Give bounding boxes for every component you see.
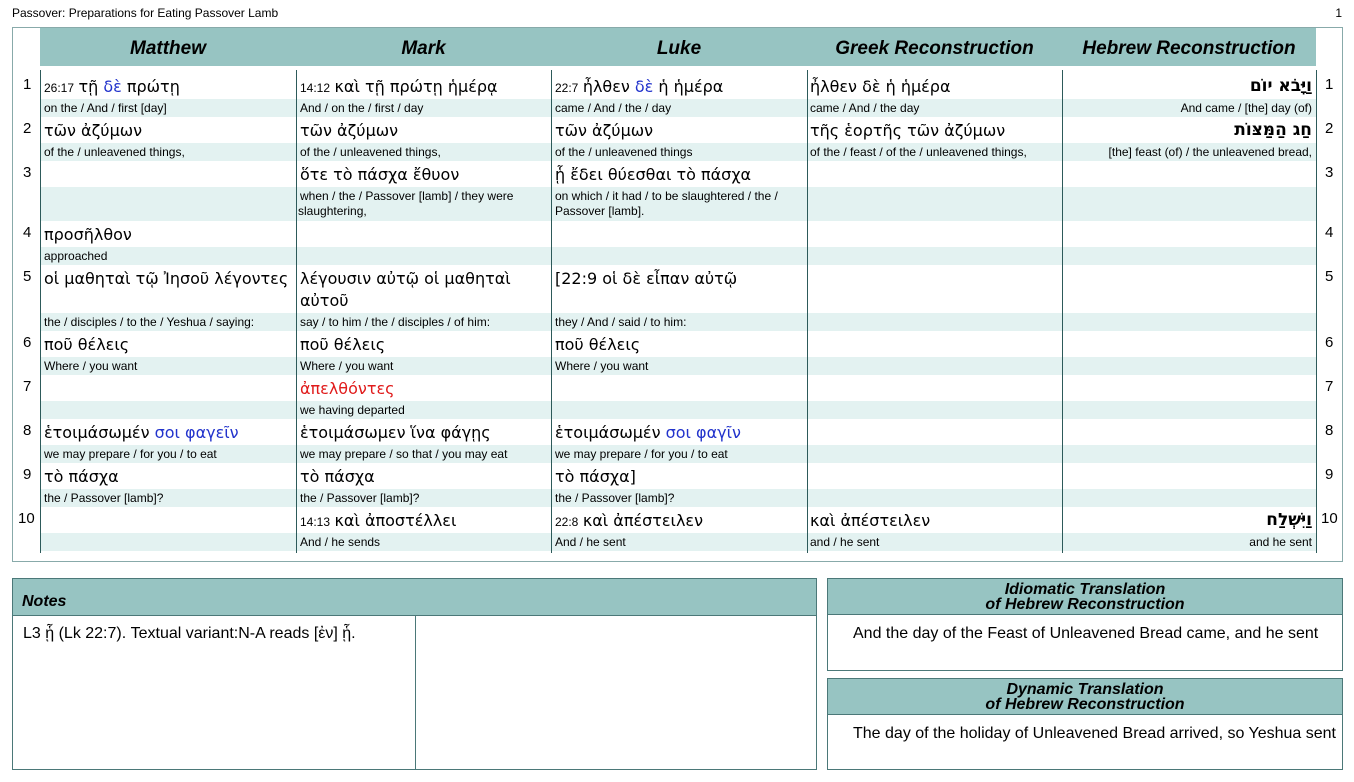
line-number: 3	[1325, 164, 1334, 181]
luke-gloss-1: came / And / the / day	[555, 101, 672, 115]
matthew-line-2: τῶν ἀζύμων	[44, 121, 143, 140]
mark-gloss-3b: slaughtering,	[298, 204, 367, 218]
gloss-band	[40, 533, 1316, 551]
line-number: 3	[23, 164, 32, 181]
verse-ref: 22:7	[555, 81, 579, 95]
column-header-hebrew: Hebrew Reconstruction	[1082, 38, 1296, 59]
matthew-line-9: τὸ πάσχα	[44, 467, 119, 486]
idiomatic-translation-text: And the day of the Feast of Unleavened Bread came, and he sent	[853, 625, 1319, 642]
dynamic-translation-text: The day of the holiday of Unleavened Bread arrived, so Yeshua sent	[853, 725, 1336, 742]
luke-line-3: ᾗ ἔδει θύεσθαι τὸ πάσχα	[555, 165, 752, 184]
page-header	[12, 6, 1342, 22]
greek-text-highlight: δὲ	[634, 77, 654, 96]
luke-gloss-5: they / And / said / to him:	[555, 315, 687, 329]
line-number: 8	[1325, 422, 1334, 439]
line-number: 10	[1321, 510, 1338, 527]
line-number: 5	[1325, 268, 1334, 285]
mark-gloss-7: we having departed	[300, 403, 405, 417]
line-number: 10	[18, 510, 35, 527]
hebrew-recon-line-10: וַיִּשְׁלַח	[1266, 510, 1312, 530]
column-rule	[807, 70, 808, 553]
gloss-band	[40, 357, 1316, 375]
column-header-greek: Greek Reconstruction	[835, 38, 1034, 59]
greek-recon-gloss-2: of the / feast / of the / unleavened things,	[810, 145, 1027, 159]
matthew-gloss-8: we may prepare / for you / to eat	[44, 447, 217, 461]
matthew-gloss-5: the / disciples / to the / Yeshua / saying:	[44, 315, 255, 329]
luke-gloss-8: we may prepare / for you / to eat	[555, 447, 728, 461]
matthew-gloss-9: the / Passover [lamb]?	[44, 491, 164, 505]
mark-line-6: ποῦ θέλεις	[300, 335, 386, 354]
column-rule	[296, 70, 297, 553]
greek-text: πρώτῃ	[121, 77, 180, 96]
verse-ref: 14:13	[300, 515, 331, 529]
matthew-line-4: προσῆλθον	[44, 225, 132, 244]
luke-gloss-3: on which / it had / to be slaughtered / the /	[555, 189, 778, 203]
idiomatic-translation-panel	[827, 578, 1343, 671]
greek-text: καὶ τῇ πρώτῃ ἡμέρᾳ	[334, 77, 498, 96]
mark-line-5b: αὐτοῦ	[300, 291, 349, 310]
greek-text: καὶ ἀπέστειλεν	[582, 511, 704, 530]
luke-line-1	[555, 77, 723, 97]
greek-text-highlight: δὲ	[103, 77, 122, 96]
matthew-line-6: ποῦ θέλεις	[44, 335, 130, 354]
greek-text-highlight: σοι φαγεῖν	[154, 423, 239, 442]
mark-line-8: ἑτοιμάσωμεν ἵνα φάγῃς	[300, 423, 491, 442]
luke-gloss-2: of the / unleavened things	[555, 145, 693, 159]
page-title: Passover: Preparations for Eating Passover Lamb	[12, 6, 279, 20]
greek-recon-line-1: ἦλθεν δὲ ἡ ἡμέρα	[810, 77, 951, 96]
line-number: 1	[1325, 76, 1334, 93]
notes-divider	[415, 616, 416, 770]
line-number: 4	[1325, 224, 1334, 241]
notes-text: L3 ᾗ (Lk 22:7). Textual variant:N-A reads [ἐν] ᾗ.	[23, 625, 356, 642]
line-number: 6	[23, 334, 32, 351]
line-number: 7	[23, 378, 32, 395]
greek-text-highlight: σοι φαγῖν	[665, 423, 741, 442]
mark-line-3: ὅτε τὸ πάσχα ἔθυον	[300, 165, 460, 184]
line-number: 4	[23, 224, 32, 241]
mark-line-7: ἀπελθόντες	[300, 379, 395, 398]
greek-text: ἦλθεν	[582, 77, 635, 96]
luke-gloss-6: Where / you want	[555, 359, 649, 373]
luke-line-10	[555, 511, 703, 531]
greek-recon-gloss-10: and / he sent	[810, 535, 880, 549]
line-number: 8	[23, 422, 32, 439]
matthew-gloss-6: Where / you want	[44, 359, 138, 373]
column-rule	[1316, 70, 1317, 553]
matthew-line-8	[44, 423, 239, 443]
luke-line-6: ποῦ θέλεις	[555, 335, 641, 354]
line-number: 2	[1325, 120, 1334, 137]
hebrew-recon-gloss-1: And came / [the] day (of)	[1180, 101, 1312, 115]
matthew-gloss-1: on the / And / first [day]	[44, 101, 167, 115]
line-number: 9	[23, 466, 32, 483]
gloss-band	[40, 247, 1316, 265]
mark-line-1	[300, 77, 498, 97]
mark-gloss-2: of the / unleavened things,	[300, 145, 441, 159]
notes-panel	[12, 578, 817, 770]
gloss-band	[40, 489, 1316, 507]
luke-gloss-3b: Passover [lamb].	[555, 204, 645, 218]
hebrew-recon-line-1: וַיָּבֹא יוֹם	[1249, 76, 1312, 96]
hebrew-recon-gloss-2: [the] feast (of) / the unleavened bread,	[1108, 145, 1312, 159]
dynamic-translation-title: Dynamic Translation	[1006, 681, 1164, 698]
matthew-gloss-2: of the / unleavened things,	[44, 145, 185, 159]
line-number: 9	[1325, 466, 1334, 483]
notes-header	[13, 579, 816, 616]
gloss-band	[40, 99, 1316, 117]
mark-gloss-9: the / Passover [lamb]?	[300, 491, 420, 505]
greek-text: τῇ	[78, 77, 104, 96]
dynamic-translation-header	[828, 679, 1342, 715]
page-number: 1	[1335, 6, 1342, 20]
mark-gloss-10: And / he sends	[300, 535, 381, 549]
matthew-line-1	[44, 77, 180, 97]
dynamic-translation-subtitle: of Hebrew Reconstruction	[985, 696, 1185, 713]
mark-gloss-1: And / on the / first / day	[300, 101, 424, 115]
hebrew-recon-line-2: חַג הַמַּצּוֹת	[1234, 120, 1312, 140]
column-rule	[551, 70, 552, 553]
idiomatic-translation-header	[828, 579, 1342, 615]
greek-text: ἑτοιμάσωμέν	[44, 423, 155, 442]
verse-ref: 14:12	[300, 81, 331, 95]
matthew-line-5: οἱ μαθηταὶ τῷ Ἰησοῦ λέγοντες	[44, 269, 289, 288]
hebrew-recon-gloss-10: and he sent	[1249, 535, 1312, 549]
mark-line-9: τὸ πάσχα	[300, 467, 375, 486]
luke-line-2: τῶν ἀζύμων	[555, 121, 654, 140]
greek-recon-line-10: καὶ ἀπέστειλεν	[810, 511, 931, 530]
luke-gloss-10: And / he sent	[555, 535, 626, 549]
mark-gloss-5: say / to him / the / disciples / of him:	[300, 315, 491, 329]
greek-recon-line-2: τῆς ἑορτῆς τῶν ἀζύμων	[810, 121, 1006, 140]
greek-text: ἡ ἡμέρα	[653, 77, 724, 96]
synopsis-table	[12, 27, 1343, 562]
idiomatic-translation-title: Idiomatic Translation	[1004, 581, 1166, 598]
line-number: 7	[1325, 378, 1334, 395]
verse-ref: 22:8	[555, 515, 579, 529]
column-header-luke: Luke	[656, 38, 702, 59]
luke-line-8	[555, 423, 741, 443]
column-header-mark: Mark	[401, 38, 446, 59]
line-number: 1	[23, 76, 32, 93]
mark-gloss-6: Where / you want	[300, 359, 394, 373]
greek-text: ἑτοιμάσωμέν	[555, 423, 666, 442]
mark-line-2: τῶν ἀζύμων	[300, 121, 399, 140]
line-number: 6	[1325, 334, 1334, 351]
luke-line-9: τὸ πάσχα]	[555, 467, 636, 486]
line-number: 5	[23, 268, 32, 285]
matthew-gloss-4: approached	[44, 249, 108, 263]
notes-title: Notes	[22, 593, 67, 610]
mark-line-10	[300, 511, 456, 531]
mark-gloss-8: we may prepare / so that / you may eat	[300, 447, 508, 461]
gloss-band	[40, 401, 1316, 419]
greek-recon-gloss-1: came / And / the day	[810, 101, 920, 115]
luke-line-5: [22:9 οἱ δὲ εἶπαν αὐτῷ	[555, 269, 738, 288]
greek-text: καὶ ἀποστέλλει	[334, 511, 457, 530]
line-number: 2	[23, 120, 32, 137]
mark-gloss-3: when / the / Passover [lamb] / they were	[300, 189, 514, 203]
dynamic-translation-panel	[827, 678, 1343, 770]
mark-line-5: λέγουσιν αὐτῷ οἱ μαθηταὶ	[300, 269, 511, 288]
luke-gloss-9: the / Passover [lamb]?	[555, 491, 675, 505]
column-rule	[40, 70, 41, 553]
column-rule	[1062, 70, 1063, 553]
column-header-matthew: Matthew	[130, 38, 206, 59]
verse-ref: 26:17	[44, 81, 75, 95]
idiomatic-translation-subtitle: of Hebrew Reconstruction	[985, 596, 1185, 613]
